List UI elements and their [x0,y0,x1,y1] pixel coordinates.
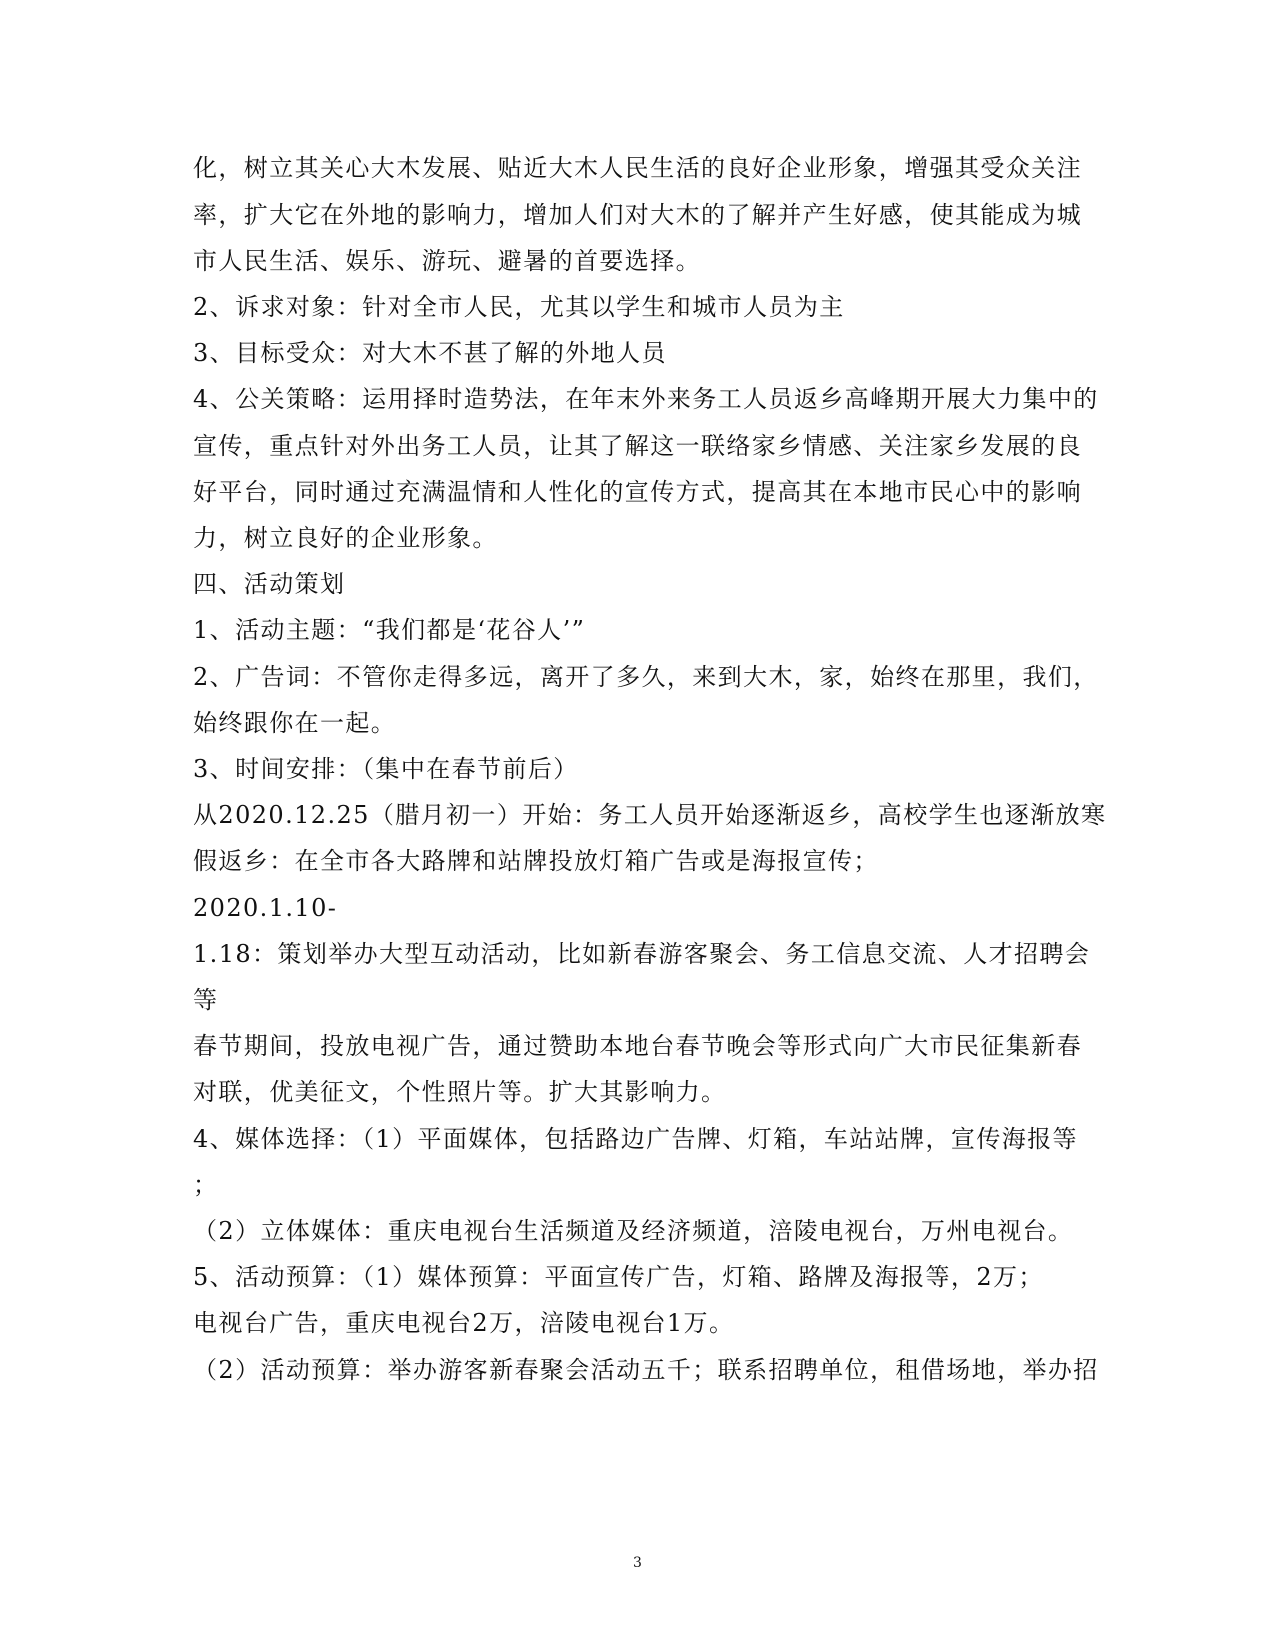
paragraph-line: 2、广告词：不管你走得多远，离开了多久，来到大木，家，始终在那里，我们， [193,663,1099,691]
paragraph-line: ； [193,1171,219,1199]
paragraph-line: （2）活动预算：举办游客新春聚会活动五千；联系招聘单位，租借场地，举办招 [193,1356,1099,1384]
paragraph-line: 好平台，同时通过充满温情和人性化的宣传方式，提高其在本地市民心中的影响 [193,478,1082,506]
paragraph-line: 市人民生活、娱乐、游玩、避暑的首要选择。 [193,247,701,275]
section-heading: 四、活动策划 [193,570,346,598]
paragraph-line: 2、诉求对象：针对全市人民，尤其以学生和城市人员为主 [193,293,845,321]
paragraph-line: 从2020.12.25（腊月初一）开始：务工人员开始逐渐返乡，高校学生也逐渐放寒 [193,801,1107,829]
paragraph-line: 4、公关策略：运用择时造势法，在年末外来务工人员返乡高峰期开展大力集中的 [193,385,1099,413]
paragraph-line: 2020.1.10- [193,894,338,922]
paragraph-line: 等 [193,986,219,1014]
paragraph-line: 1.18：策划举办大型互动活动，比如新春游客聚会、务工信息交流、人才招聘会 [193,940,1091,968]
page-number: 3 [633,1555,642,1571]
paragraph-line: 3、时间安排：（集中在春节前后） [193,755,579,783]
paragraph-line: 宣传，重点针对外出务工人员，让其了解这一联络家乡情感、关注家乡发展的良 [193,432,1082,460]
paragraph-line: 5、活动预算：（1）媒体预算：平面宣传广告，灯箱、路牌及海报等，2万； [193,1263,1044,1291]
paragraph-line: 4、媒体选择：（1）平面媒体，包括路边广告牌、灯箱，车站站牌，宣传海报等 [193,1125,1078,1153]
paragraph-line: 1、活动主题：“我们都是‘花谷人’” [193,616,586,644]
paragraph-line: 率，扩大它在外地的影响力，增加人们对大木的了解并产生好感，使其能成为城 [193,201,1082,229]
paragraph-line: 化，树立其关心大木发展、贴近大木人民生活的良好企业形象，增强其受众关注 [193,154,1082,182]
paragraph-line: 力，树立良好的企业形象。 [193,524,498,552]
paragraph-line: 3、目标受众：对大木不甚了解的外地人员 [193,339,667,367]
paragraph-line: 电视台广告，重庆电视台2万，涪陵电视台1万。 [193,1309,735,1337]
paragraph-line: 对联，优美征文，个性照片等。扩大其影响力。 [193,1078,727,1106]
paragraph-line: 假返乡：在全市各大路牌和站牌投放灯箱广告或是海报宣传； [193,847,879,875]
paragraph-line: 始终跟你在一起。 [193,709,397,737]
paragraph-line: （2）立体媒体：重庆电视台生活频道及经济频道，涪陵电视台，万州电视台。 [193,1217,1074,1245]
paragraph-line: 春节期间，投放电视广告，通过赞助本地台春节晚会等形式向广大市民征集新春 [193,1032,1082,1060]
